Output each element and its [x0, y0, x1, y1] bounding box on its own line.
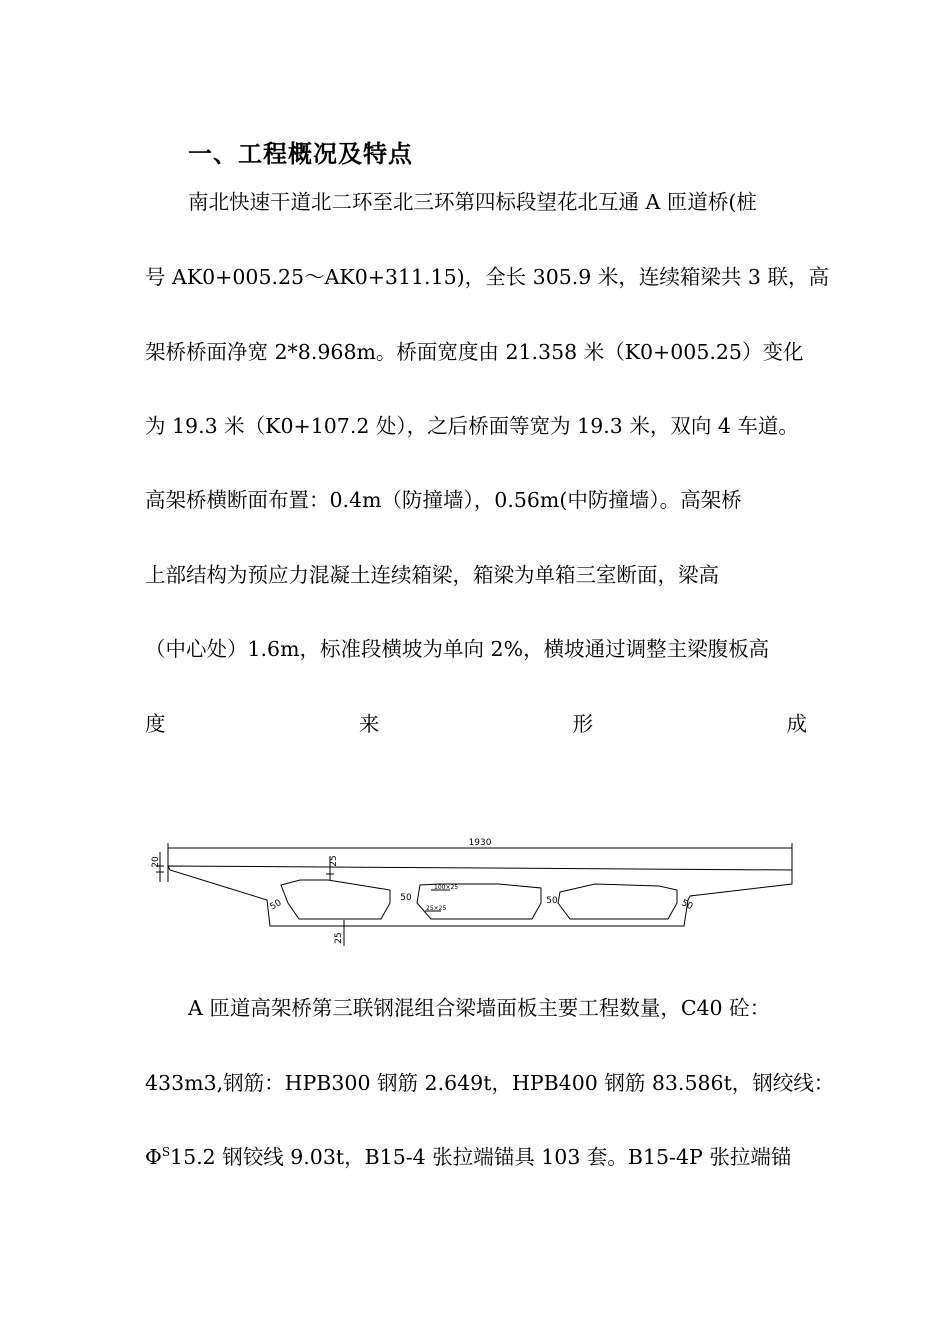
paragraph-last-line [145, 704, 807, 744]
justified-char: 来 [358, 712, 380, 736]
justified-char: 成 [786, 712, 807, 736]
web-thickness-label: 50 [268, 898, 284, 913]
superscript-s: S [161, 1145, 171, 1160]
web-thickness-label: 50 [546, 896, 558, 906]
chamfer-label: 100×25 [434, 884, 459, 891]
paragraph-line: 为 19.3 米（K0+107.2 处），之后桥面等宽为 19.3 米，双向 4 车道。 [145, 414, 799, 438]
paragraph-text: 15.2 钢铰线 9.03t，B15-4 张拉端锚具 103 套。B15-4P 张拉端锚 [170, 1145, 792, 1169]
web-thickness-label: 50 [679, 898, 695, 913]
paragraph-line: 433m3,钢筋：HPB300 钢筋 2.649t，HPB400 钢筋 83.586t，钢绞线： [145, 1071, 835, 1095]
total-width-label: 1930 [468, 838, 492, 848]
phi-symbol: Φ [145, 1145, 162, 1169]
paragraph-line: A 匝道高架桥第三联钢混组合梁墙面板主要工程数量，C40 砼： [188, 996, 771, 1020]
paragraph-line: 高架桥横断面布置：0.4m（防撞墙），0.56m(中防撞墙）。高架桥 [145, 488, 742, 512]
paragraph-line: 架桥桥面净宽 2*8.968m。桥面宽度由 21.358 米（K0+005.25）变化 [145, 340, 804, 364]
top-slab-label: 25 [329, 855, 339, 867]
girder-outline [168, 866, 792, 926]
web-thickness-label: 50 [400, 893, 412, 903]
cell-left [281, 880, 390, 919]
justified-char: 度 [145, 712, 166, 736]
cell-right [558, 884, 677, 919]
justified-char: 形 [572, 712, 594, 736]
paragraph-line [145, 1137, 807, 1177]
chamfer-label: 25×25 [426, 905, 447, 912]
edge-height-label: 20 [151, 856, 161, 868]
section-heading: 一、工程概况及特点 [188, 140, 413, 168]
paragraph-line: 上部结构为预应力混凝土连续箱梁，箱梁为单箱三室断面，梁高 [145, 563, 719, 587]
bottom-slab-label: 25 [334, 932, 344, 944]
paragraph-line: （中心处）1.6m，标准段横坡为单向 2%，横坡通过调整主梁腹板高 [145, 637, 770, 661]
box-girder-cross-section [150, 830, 810, 960]
paragraph-line: 南北快速干道北二环至北三环第四标段望花北互通 A 匝道桥(桩 [188, 190, 757, 214]
paragraph-line: 号 AK0+005.25～AK0+311.15)，全长 305.9 米，连续箱梁共 3 联，高 [145, 265, 829, 289]
